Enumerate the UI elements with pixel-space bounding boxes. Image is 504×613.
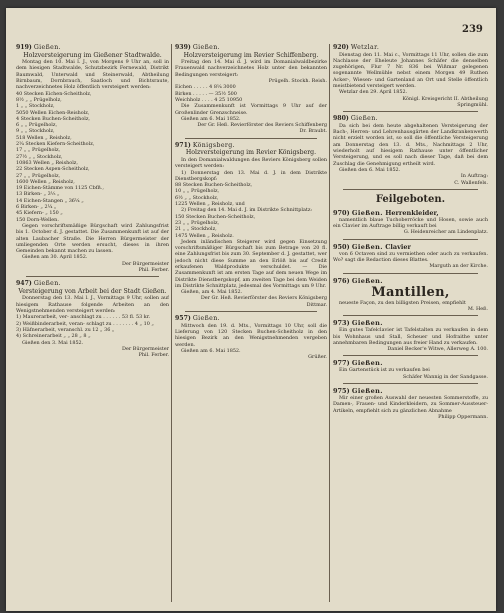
divider: [26, 276, 159, 277]
signature-name: C. Wallenfels.: [454, 179, 488, 186]
list-item: 17 „ „ Prügelholz,: [16, 147, 61, 154]
notice-body: Mir einer großen Auswahl der neuesten Sommerstoffe, zu Damen-, Frauen- und Kinderkleidern, zu Sommer-Aussteuer-Artikeln, empfiehlt sich zu gänzlichen Abnahme: [333, 394, 488, 414]
notice-place: Gießen.: [351, 359, 383, 368]
notice-title: Holzversteigerung im Revier Königsberg.: [185, 149, 317, 157]
list-item: 518 Wellen „ Reisholz,: [16, 134, 72, 141]
notice-place: Gießen.: [351, 276, 383, 285]
notice-body: Ein gutes Tafelclavier ist Tafelstalten zu verkaufen in dem bis Wohnhaus und Stall, Scheuer und Hofraithe unter annehmbaren Bedingungen aus freier Hand zu verkaufen.: [333, 327, 488, 346]
column-rule: [329, 44, 330, 602]
page-number: 239: [462, 24, 483, 35]
divider: [343, 273, 478, 274]
list-item: 9 „ „ Stockholz,: [16, 128, 55, 135]
notice-date: Gießen am 6. Mai 1852.: [181, 347, 241, 354]
wood-list: [16, 91, 169, 223]
list-item: 1600 Wellen „ Reisholz,: [16, 178, 75, 185]
notice-date: Gießen den 3. Mai 1852.: [22, 339, 84, 346]
newspaper-page: [6, 8, 496, 611]
notice-title: Herrenkleider,: [385, 208, 439, 217]
notice-971: [175, 142, 327, 308]
list-item: 23 „ „ Prügelholz,: [175, 219, 220, 226]
signature-name: Marguth an der Kirche.: [429, 263, 488, 270]
section-heading: Feilgeboten.: [375, 193, 446, 205]
notice-body: Ein Gartenstück ist zu verkaufen bei: [339, 367, 430, 374]
list-item: 3) Häfnerarbeit, veranschl. zu 12 „ 36 „: [16, 326, 115, 333]
notice-body: neueste Façon, zu den billigsten Preisen, empfiehlt: [339, 299, 466, 306]
notice-939: [175, 44, 327, 135]
divider: [185, 311, 317, 312]
notice-date: Wetzlar den 29. April 1852.: [339, 89, 408, 96]
signature-name: Phil. Ferber.: [138, 266, 169, 273]
divider: [343, 189, 478, 190]
divider: [343, 355, 478, 356]
list-item: 13 Birken- „ 3⅓ „: [16, 191, 60, 198]
notice-957: [175, 315, 327, 360]
signature-name: Phil. Ferber.: [138, 352, 169, 359]
signature-name: Philipp Oppermann.: [438, 413, 488, 420]
signature-name: Springmühl.: [457, 101, 488, 108]
list-item: 19 Eichen-Stämme von 1125 Cbfß.,: [16, 185, 104, 192]
list-item: 150 Stecken Buchen-Scheitholz,: [175, 213, 256, 220]
notice-place: Gießen.: [351, 386, 383, 395]
notice-place: Königsberg.: [192, 141, 236, 149]
wood-list: [175, 214, 327, 239]
notice-subsection: 1) Donnerstag den 13. Mai d. J. in dem Distrikte Dienstbergskopf:: [175, 169, 327, 182]
list-item: 27½ „ „ Stockholz,: [16, 153, 63, 160]
table-header: Prügelh. Stockh. Reish.: [268, 78, 327, 85]
list-item: 21 „ „ Stockholz,: [175, 226, 217, 233]
list-item: 2) Weißbinderarbeit, veran- schlagt zu . . . . . . . 4 „ 10 „: [16, 320, 154, 327]
notice-place: Gießen.: [33, 44, 61, 51]
list-item: 1 „ „ Stockholz,: [16, 103, 55, 110]
notice-number: 950): [333, 242, 350, 251]
list-item: 8½ „ „ Prügelholz,: [16, 96, 62, 103]
notice-title: Holzversteigerung im Revier Schiffenberg.: [183, 51, 319, 59]
notice-975: [333, 387, 488, 420]
list-item: 1225 Wellen „ Reisholz, und: [175, 201, 245, 208]
notice-title: Mantillen,: [371, 284, 450, 300]
column-middle: [175, 44, 327, 604]
signature-name: Schäfer Wannig in der Sandgasse.: [402, 373, 488, 380]
list-item: 150 Dorn-Wellen.: [16, 216, 59, 223]
signature-name: Daniel Becker'e Witwe, Allerweg A. 100.: [387, 346, 488, 353]
notice-date: Gießen, am 4. Mai 1852.: [181, 289, 243, 296]
list-item: 10 „ „ Prügelholz,: [175, 188, 220, 195]
notice-body: Da sich bei dem heute abgehaltenen Versteigerung der Bach-, Herren- und Lehrenhausgärten der Landkrankenwerth nicht erzielt worden ist, so soll die öffentliche Versteigerung am Donnerstag den 13. d. Mts., Nachmittags 2 Uhr, wiederholt auf hiesigem Rathause unter öffentlicher Versteigerung, und es soll nach dieser Tage, daß bei dem Zuschlag die Genehmigung ertheilt wird.: [333, 122, 488, 167]
notice-place: Gießen.: [351, 319, 383, 328]
notice-place: Gießen.: [351, 208, 383, 217]
column-rule: [171, 44, 172, 602]
list-item: 6 „ „ Prügelholz,: [16, 122, 57, 129]
list-item: 22 Stecken Aspen-Scheitholz,: [16, 166, 90, 173]
notice-947: [16, 280, 169, 358]
notice-number: 975): [333, 386, 350, 395]
column-left: [16, 44, 169, 604]
work-list: [16, 314, 169, 339]
list-item: 5050 Wellen Eichen-Reisholz,: [16, 109, 90, 116]
divider: [343, 383, 478, 384]
table-row: Eichen . . . . . 4 8¼ 3000: [175, 84, 236, 91]
notice-number: 973): [333, 319, 350, 328]
notice-body: Mittwoch den 19. d. Mts., Vormittags 10 Uhr, soll die Lieferung von 120 Stecken Buchen-Scheitholz in den hiesigen Bezirk an den Wenigstnehmenden vergeben werden.: [175, 322, 327, 348]
column-right: [333, 44, 488, 604]
list-item: 14 Eichen-Stangen „ 36¼ „: [16, 197, 84, 204]
notice-place: Gießen.: [351, 242, 383, 251]
notice-number: 920): [333, 44, 349, 51]
notice-919: [16, 44, 169, 273]
list-item: 2¼ Stecken Kiefern-Scheitholz,: [16, 141, 95, 148]
list-item: 1) Maurerarbeit, ver- anschlagt zu . . . . . . 53 fl. 53 kr.: [16, 314, 151, 321]
notice-body: namentlich blaue Tuchoberröcke und Hosen, sowie auch ein Clavier im Auftrage billig verkauft bei: [333, 216, 488, 230]
list-item: 27 „ „ Prügelholz,: [16, 172, 61, 179]
wood-table: [175, 84, 327, 103]
notice-place: Gießen.: [192, 44, 220, 51]
notice-title: Clavier: [385, 242, 411, 251]
notice-number: 947): [16, 280, 32, 288]
notice-date: Gießen am 30. April 1852.: [22, 254, 88, 261]
notice-body: Jedem inländischen Steigerer wird gegen Einsetzung vorschriftsmäßiger Bürgschaft bis zum Betrage von 20 fl. eine Zahlungsfrist bis zum 30. September d. J. gestattet, wer jedoch nicht diese Summe an den Erlöß bis auf Credit erkaufenen Waldprodukte verschuldet. — Die Zusammenkunft ist am ersten Tage auf dem neuen Wege im Distrikte Dienstbergskopf, am zweiten Tage bei dem Weiden im Distrikte Schnittplatz, jedesmal des Vormittags um 9 Uhr.: [175, 238, 327, 289]
notice-number: 977): [333, 359, 350, 368]
notice-970: [333, 209, 488, 236]
notice-920: [333, 44, 488, 108]
signature-name: G. Heidenreicher am Lindenplatz.: [403, 229, 488, 236]
notice-place: Gießen.: [33, 280, 61, 288]
signature-title: In Auftrag:: [460, 173, 488, 180]
list-item: 6 Birken- „ 2¼ „: [16, 204, 57, 211]
list-item: 6½ „ „ Stockholz,: [175, 194, 219, 201]
notice-973: [333, 319, 488, 352]
list-item: 40 Stecken Eichen-Scheitholz,: [16, 90, 92, 97]
divider: [343, 315, 478, 316]
notice-body: In den Domanialwaldungen des Reviers Königsberg sollen versteigert werden:: [175, 156, 327, 170]
list-item: 4 Stecken Buchen-Scheitholz,: [16, 115, 90, 122]
notice-number: 970): [333, 208, 350, 217]
notice-body: Dienstag den 11. Mai c., Vormittags 11 Uhr, sollen die zum Nachlasse der Eheleute Johannes Schäfer die denselben zugehörigen, Flur 7 Nr. 836 bei Wißmar gelegenen sogenannte Wellmühle nebst einem Morgen 49 Ruthen Acker-, Wiesen- und Gartenland an Ort und Stelle öffentlich meistbietend versteigert werden.: [333, 51, 488, 90]
notice-body: von 6 Octaven sind zu vermiethen oder auch zu verkaufen. Wo? sagt die Redaction dieses Blattes.: [333, 250, 488, 264]
signature-title: Der Bürgermeister: [122, 345, 169, 352]
signature-title: Der Bürgermeister: [122, 260, 169, 267]
notice-title: Holzversteigerung im Gießener Stadtwalde.: [23, 51, 162, 59]
signature-name: Grüßer.: [308, 354, 327, 361]
notice-place: Gießen.: [192, 315, 220, 323]
list-item: 88 Stecken Buchen-Scheitholz,: [175, 182, 253, 189]
notice-body: Donnerstag den 13. Mai l. J., Vormittags 9 Uhr, sollen auf hiesigem Rathause folgende Arbeiten an den Wenigstnehmenden versteigert werden:: [16, 295, 169, 315]
divider: [343, 239, 478, 240]
list-item: 10863 Wellen „ Reisholz,: [16, 159, 78, 166]
notice-950: [333, 243, 488, 270]
list-item: 1475 Wellen „ Reisholz.: [175, 232, 234, 239]
notice-date: Gießen den 6. Mai 1852.: [339, 166, 401, 173]
notice-subsection: 2) Freitag den 14. Mai d. J. im Distrikte Schnittplatz:: [181, 207, 313, 214]
notice-number: 939): [175, 44, 191, 51]
notice-intro: Montag den 10. Mai l. J., von Morgens 9 Uhr an, soll in dem hiesigen Stadtwalde, Schutzbezirk Fernewald, Distrikt Baumwald, Unterwald und Steinerwald, Abtheilung Birnbaum, Dornbrauch, Saatloch und Bichtsraute, nachverzeichnetes Holz öffentlich versteigert werden:: [16, 59, 169, 91]
signature-name: Dittmar.: [306, 301, 327, 308]
notice-body: Gegen vorschriftsmäßige Bürgschaft wird Zahlungsfrist bis 1. October d. J. gestattet. Die Zusammenkunft ist auf der alten Laubacher Straße. Die Herren Bürgermeister der umliegenden Orte werden ersucht, dieses in ihren Gemeinden bekannt machen zu lassen.: [16, 222, 169, 255]
signature-title: Königl. Kreisgericht II. Abtheilung: [402, 95, 488, 102]
signature-name: Dr. Braubt.: [299, 128, 327, 135]
notice-number: 971): [175, 141, 191, 149]
notice-body: Freitag den 14. Mai d. J. wird im Domanialwaldbezirke Frauenwald nachverzeichnetes Holz unter den bekannten Bedingungen versteigert:: [175, 59, 327, 78]
divider: [185, 138, 317, 139]
signature-name: M. Heß.: [467, 305, 488, 312]
list-item: 45 Kiefern- „ 150 „: [16, 210, 63, 217]
wood-list: [175, 182, 327, 207]
notice-977: [333, 359, 488, 380]
signature-title: Der Gr. Heß. Revierförster des Reviers Schiffenberg: [197, 122, 327, 129]
notice-980: [333, 115, 488, 186]
table-row: Birken . . . . . — 35½ 500: [175, 90, 237, 97]
notice-place: Wetzlar.: [350, 44, 380, 51]
notice-place: Gießen.: [350, 115, 378, 123]
notice-title: Versteigerung von Arbeit bei der Stadt Gießen.: [18, 287, 167, 295]
notice-number: 919): [16, 44, 32, 51]
signature-title: Der Gr. Heß. Revierförster des Reviers Königsberg: [200, 295, 327, 302]
notice-number: 976): [333, 276, 350, 285]
table-row: Weichholz . . . . 4 25 10950: [175, 96, 243, 103]
notice-date: Gießen am 6. Mai 1852.: [181, 115, 241, 122]
notice-976: [333, 277, 488, 313]
list-item: 4) Schreinerarbeit „ „ 28 „ 8 „: [16, 333, 91, 340]
notice-number: 957): [175, 315, 191, 323]
notice-tail: Die Zusammenkunft ist Vormittags 9 Uhr auf der Großenlinder Grenzschneise.: [175, 103, 327, 116]
divider: [343, 111, 478, 112]
notice-number: 980): [333, 115, 349, 123]
